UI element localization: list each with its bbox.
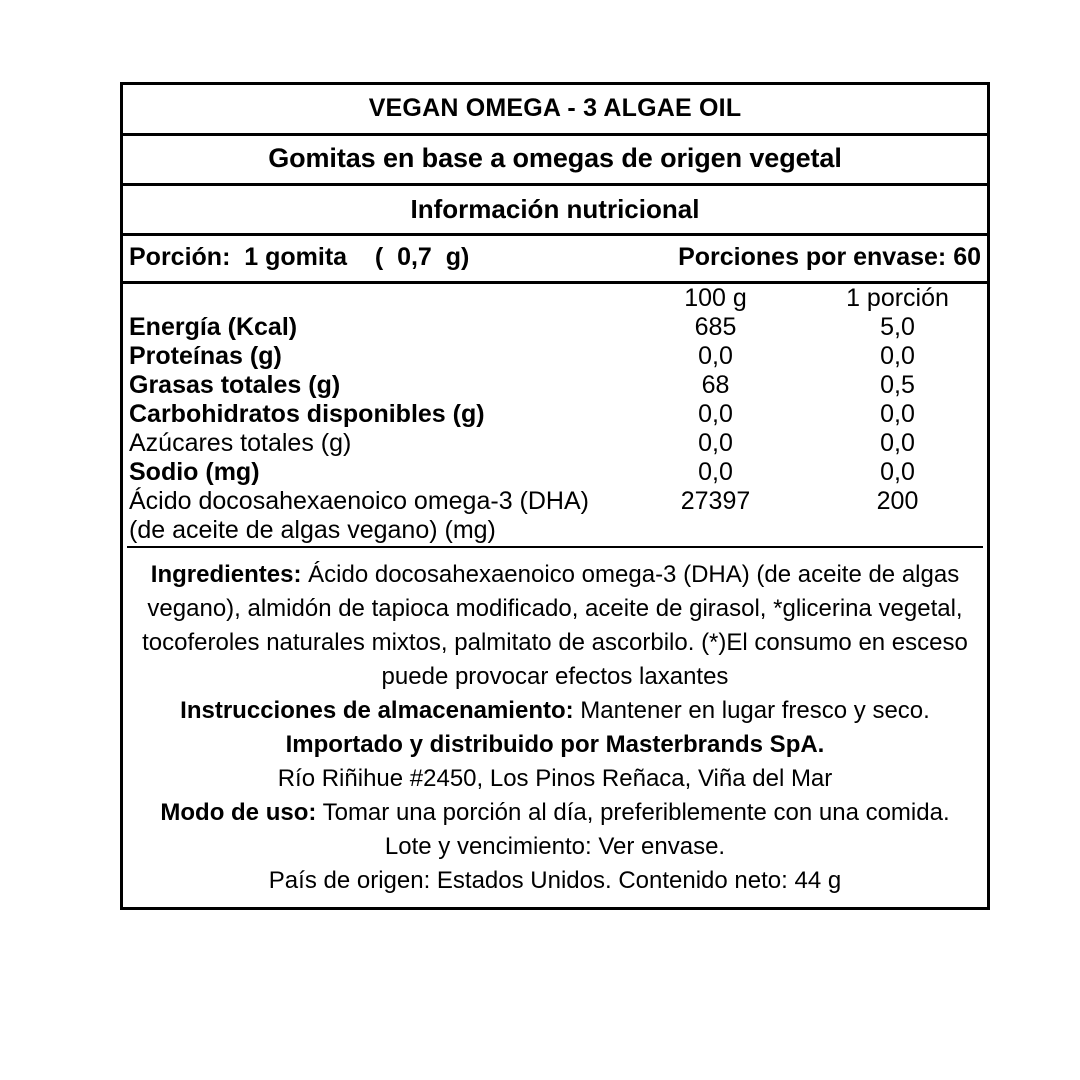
nutrient-perportion: 0,0 [880,400,915,428]
nutrition-label [120,82,990,910]
nutrient-per100g: 68 [701,371,730,399]
usage-text: Tomar una porción al día, preferiblemente con una comida. [316,799,950,827]
ingredients-text: Ácido docosahexaenoico omega-3 (DHA) (de aceite de algas vegano), almidón de tapioca modificado, aceite de girasol, *glicerina vegetal, tocoferoles naturales mixtos, palmitato de ascorbilo. (*)El consumo en esceso puede provocar efectos laxantes [142,560,968,690]
storage-paragraph [130,694,980,728]
usage-paragraph [130,796,980,830]
column-header-per100g: 100 g [684,284,747,312]
footer-text-block [123,548,987,908]
nutrient-per100g: 0,0 [698,342,733,370]
nutrition-table-wrap [123,284,987,548]
nutrient-label: Carbohidratos disponibles (g) [129,400,485,428]
table-row [123,313,987,342]
table-row [123,458,987,487]
column-header-perportion: 1 porción [846,284,949,312]
importer-line: Importado y distribuido por Masterbrands SpA. [285,730,825,758]
usage-label: Modo de uso: [160,799,317,827]
nutrient-per100g: 685 [694,313,737,341]
portion-text: Porción: 1 gomita ( 0,7 g) [129,243,470,271]
nutrient-label: Sodio (mg) [129,458,260,486]
table-header-row [123,284,987,313]
product-subtitle: Gomitas en base a omegas de origen vegetal [123,136,987,186]
table-row-dha [123,487,987,546]
storage-text: Mantener en lugar fresco y seco. [573,696,930,724]
column-header-blank [123,284,623,313]
nutrient-perportion: 0,5 [880,371,915,399]
dha-label [123,487,623,546]
nutrient-per100g: 0,0 [698,458,733,486]
serving-row [123,236,987,284]
table-row [123,371,987,400]
nutrient-per100g: 0,0 [698,429,733,457]
nutrient-perportion: 5,0 [880,313,915,341]
nutrient-perportion: 0,0 [880,342,915,370]
table-row [123,400,987,429]
ingredients-paragraph [130,558,980,694]
nutrient-label: Energía (Kcal) [129,313,298,341]
dha-label-line2: (de aceite de algas vegano) (mg) [129,516,496,545]
dha-label-line1: Ácido docosahexaenoico omega-3 (DHA) [129,487,589,515]
nutrient-label: Proteínas (g) [129,342,282,370]
nutrient-label: Grasas totales (g) [129,371,341,399]
ingredients-label: Ingredientes: [150,560,302,588]
dha-per100g: 27397 [680,487,751,515]
table-row [123,429,987,458]
product-title: VEGAN OMEGA - 3 ALGAE OIL [123,85,987,136]
lot-line: Lote y vencimiento: Ver envase. [384,833,726,861]
storage-label: Instrucciones de almacenamiento: [180,696,574,724]
servings-per-container: Porciones por envase: 60 [678,243,981,271]
nutrient-label: Azúcares totales (g) [129,429,352,457]
nutrition-table [123,284,987,546]
dha-perportion: 200 [876,487,919,515]
origin-line: País de origen: Estados Unidos. Contenido neto: 44 g [268,867,842,895]
nutrient-perportion: 0,0 [880,458,915,486]
address-line: Río Riñihue #2450, Los Pinos Reñaca, Viña del Mar [277,764,833,792]
nutrient-perportion: 0,0 [880,429,915,457]
table-row [123,342,987,371]
nutrient-per100g: 0,0 [698,400,733,428]
section-heading: Información nutricional [123,186,987,236]
